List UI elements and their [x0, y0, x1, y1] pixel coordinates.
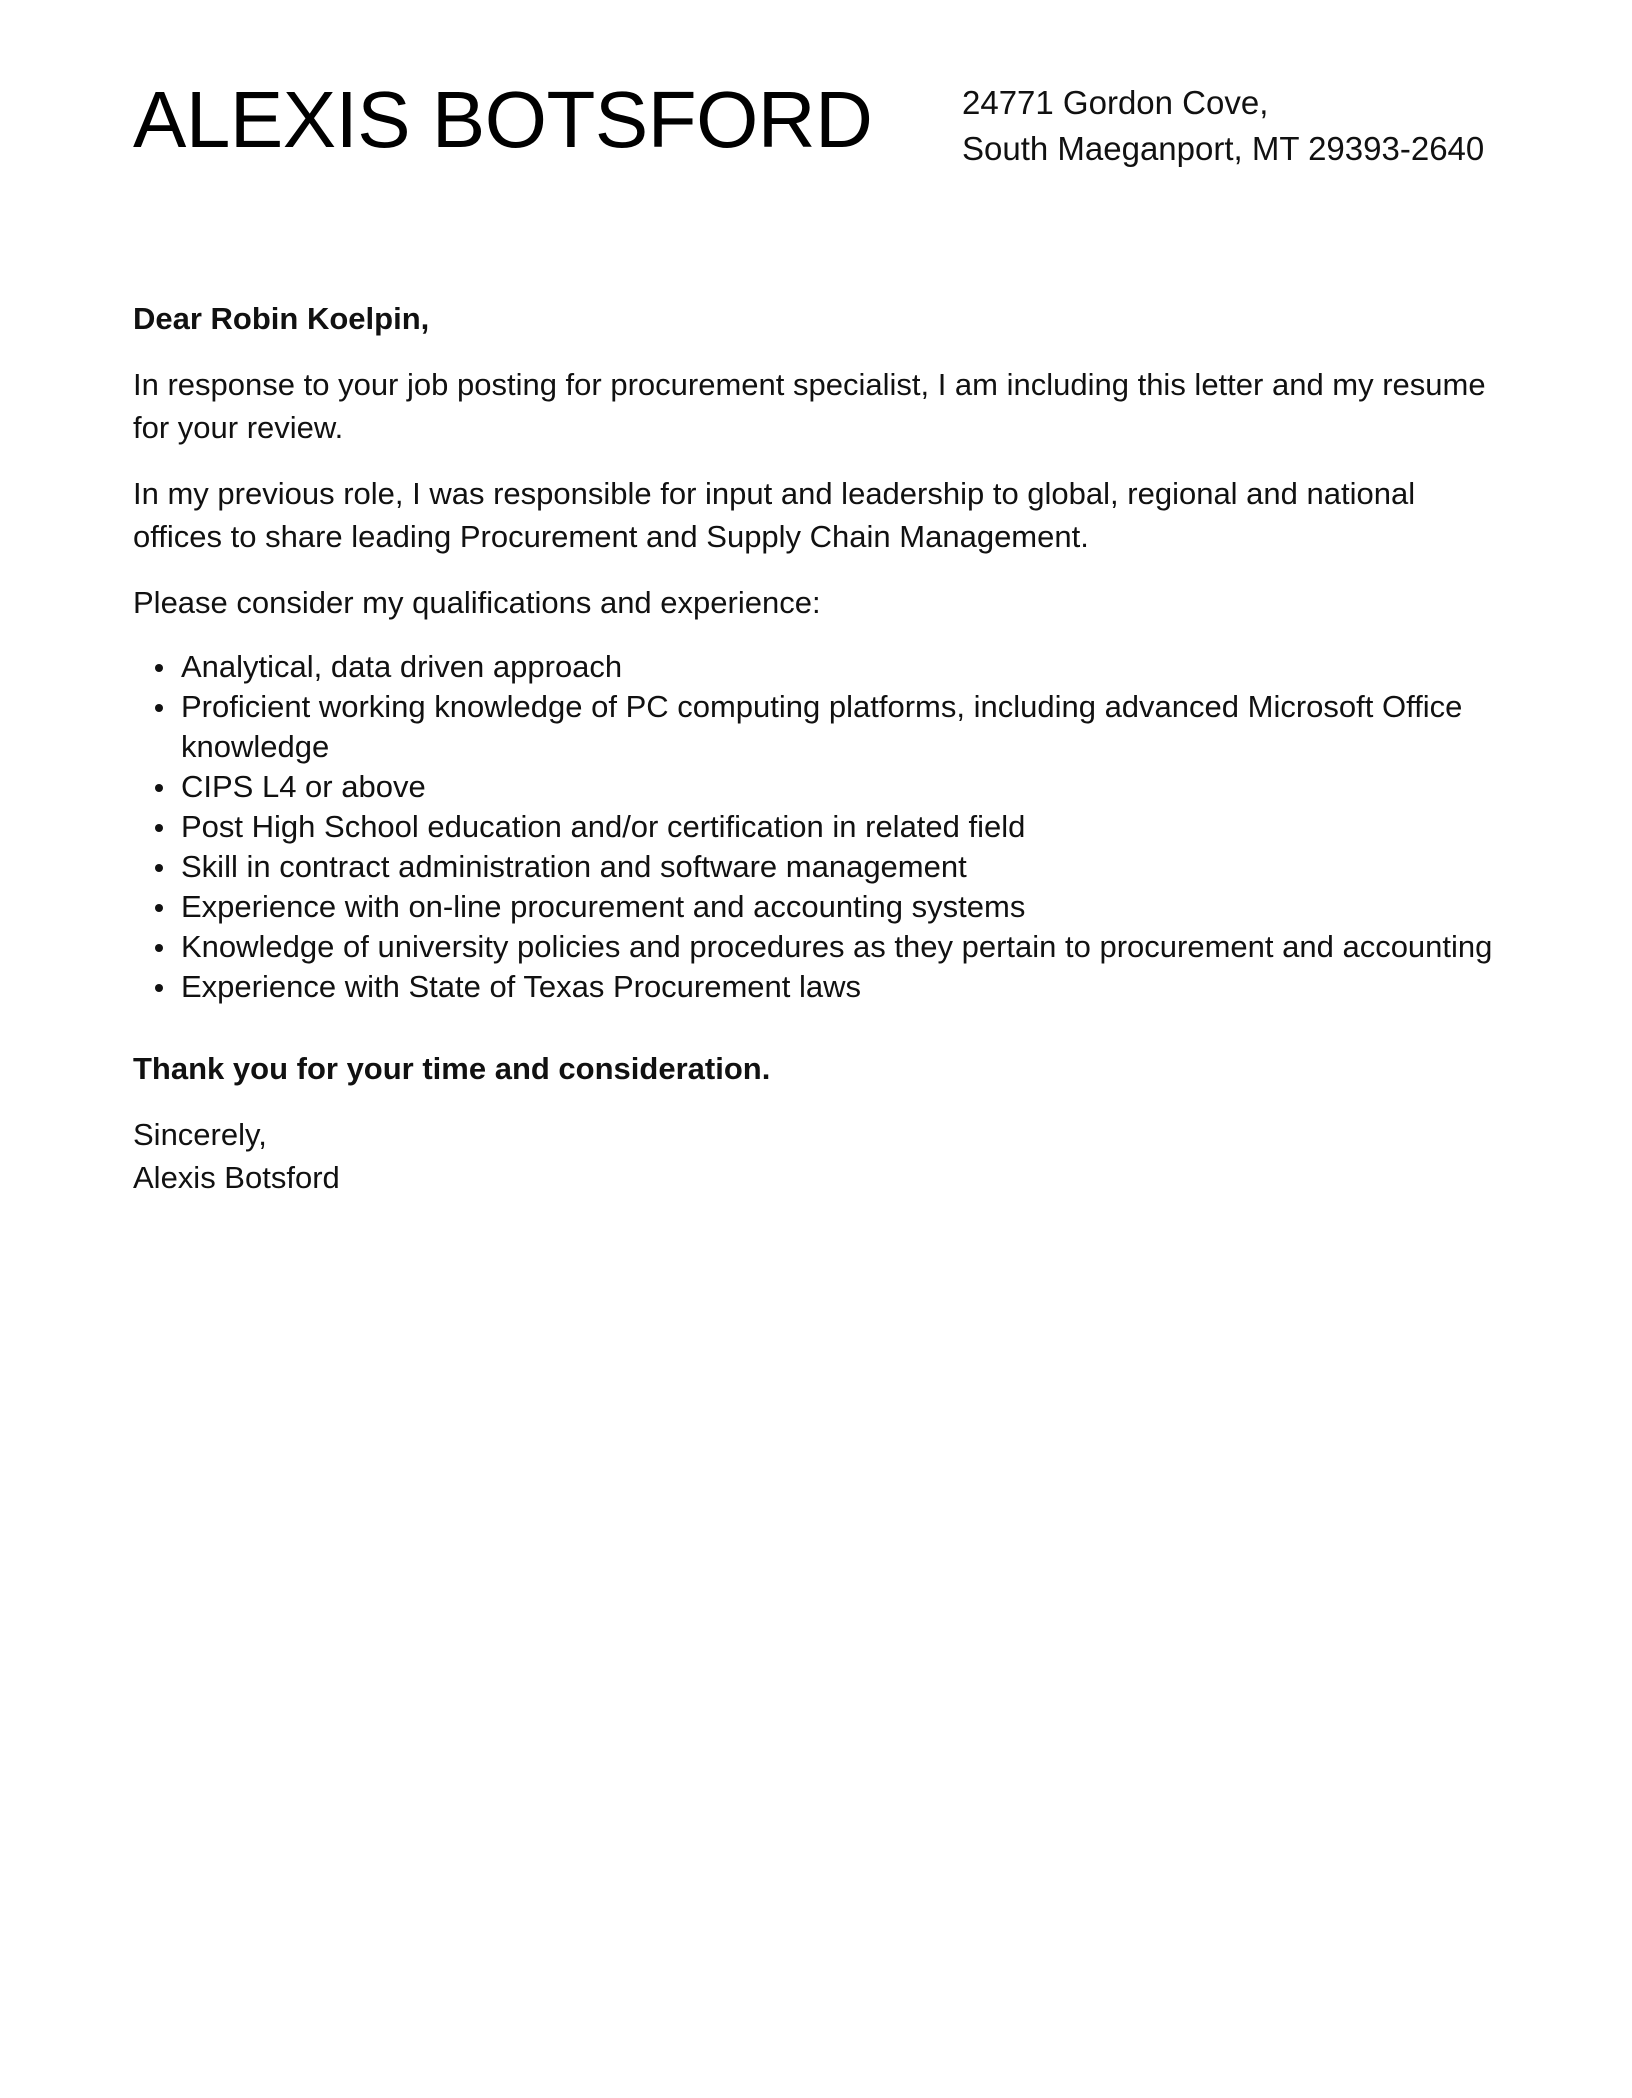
address-line-1: 24771 Gordon Cove, [962, 84, 1269, 121]
list-item: Proficient working knowledge of PC computing platforms, including advanced Microsoft Office knowledge [181, 687, 1503, 767]
qualifications-intro: Please consider my qualifications and experience: [133, 585, 821, 620]
list-item: CIPS L4 or above [181, 767, 1503, 807]
experience-paragraph: In my previous role, I was responsible for input and leadership to global, regional and national offices to share leading Procurement and Supply Chain Management. [133, 476, 1416, 554]
applicant-name: ALEXIS BOTSFORD [133, 75, 873, 164]
address-line-2: South Maeganport, MT 29393-2640 [962, 130, 1485, 167]
salutation: Dear Robin Koelpin, [133, 301, 430, 336]
closing-line: Thank you for your time and consideration. [133, 1051, 771, 1086]
list-item: Analytical, data driven approach [181, 647, 1503, 687]
signoff: Sincerely, [133, 1117, 267, 1152]
intro-paragraph: In response to your job posting for procurement specialist, I am including this letter and my resume for your review. [133, 367, 1486, 445]
applicant-address [962, 80, 1484, 172]
signoff-block [133, 1113, 1503, 1199]
signature-name: Alexis Botsford [133, 1160, 340, 1195]
qualifications-list [133, 647, 1503, 1007]
list-item: Experience with on-line procurement and accounting systems [181, 887, 1503, 927]
list-item: Experience with State of Texas Procurement laws [181, 967, 1503, 1007]
list-item: Post High School education and/or certification in related field [181, 807, 1503, 847]
letter-body [133, 297, 1503, 1199]
list-item: Knowledge of university policies and procedures as they pertain to procurement and accounting [181, 927, 1503, 967]
list-item: Skill in contract administration and software management [181, 847, 1503, 887]
